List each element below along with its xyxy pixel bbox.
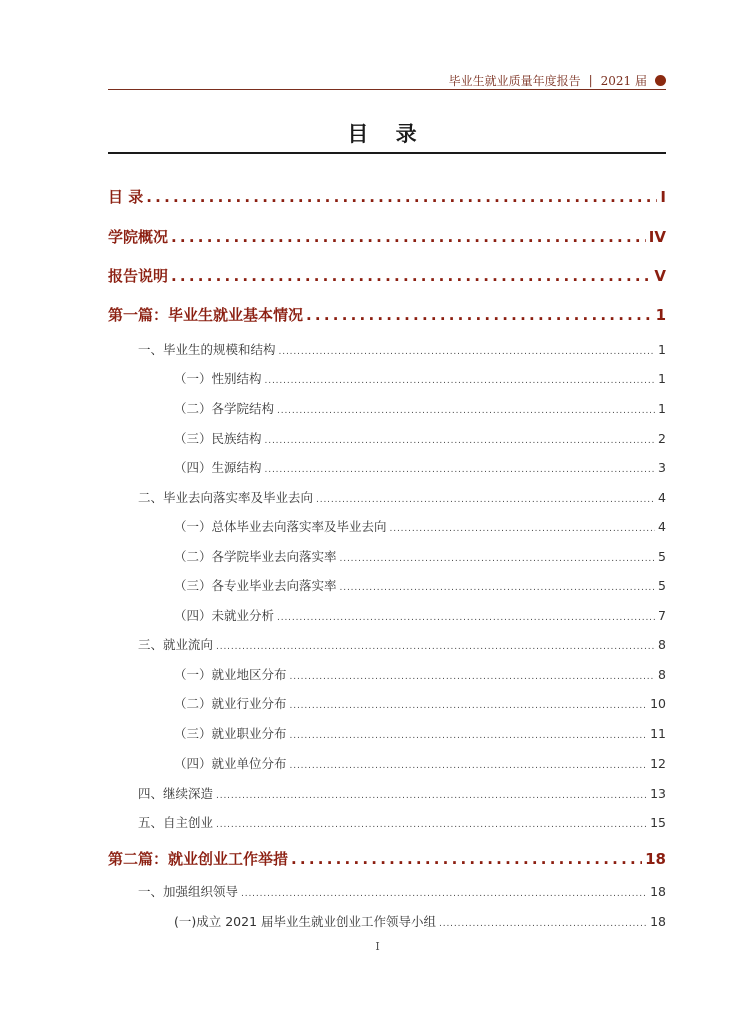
toc-entry[interactable] bbox=[108, 848, 666, 869]
toc-entry[interactable] bbox=[108, 186, 666, 207]
toc-entry-label: （一）性别结构 bbox=[174, 371, 262, 386]
toc-dot-leader bbox=[171, 267, 651, 285]
toc-entry-page: 4 bbox=[658, 519, 666, 534]
toc-entry[interactable] bbox=[138, 635, 666, 653]
toc-dot-leader bbox=[340, 554, 656, 564]
header-title: 毕业生就业质量年度报告 bbox=[448, 73, 581, 88]
toc-dot-leader bbox=[241, 889, 647, 899]
header-separator: | bbox=[588, 73, 593, 87]
toc-entry[interactable] bbox=[174, 754, 666, 772]
toc-entry[interactable] bbox=[138, 488, 666, 506]
toc-entry-page: 11 bbox=[650, 726, 666, 741]
toc-dot-leader bbox=[277, 406, 655, 416]
toc-entry[interactable] bbox=[174, 724, 666, 742]
toc-entry-label: 一、加强组织领导 bbox=[138, 884, 239, 899]
toc-entry[interactable] bbox=[138, 882, 666, 900]
toc-dot-leader bbox=[290, 761, 648, 771]
toc-entry[interactable] bbox=[174, 517, 666, 535]
toc-entry-label: （三）各专业毕业去向落实率 bbox=[174, 578, 337, 593]
toc-entry-label: 目 录 bbox=[108, 188, 144, 206]
toc-entry-label: 第二篇：就业创业工作举措 bbox=[108, 850, 289, 868]
toc-entry-page: 1 bbox=[658, 401, 666, 416]
toc-entry-page: 8 bbox=[658, 637, 666, 652]
toc-dot-leader bbox=[290, 731, 648, 741]
toc-entry[interactable] bbox=[174, 399, 666, 417]
toc-entry-page: 1 bbox=[658, 342, 666, 357]
toc-entry-label: （四）生源结构 bbox=[174, 460, 262, 475]
toc-title: 目 录 bbox=[347, 122, 427, 146]
toc-entry-page: 5 bbox=[658, 549, 666, 564]
toc-entry[interactable] bbox=[138, 784, 666, 802]
toc-dot-leader bbox=[265, 376, 656, 386]
toc-entry[interactable] bbox=[174, 665, 666, 683]
toc-dot-leader bbox=[265, 465, 656, 475]
toc-dot-leader bbox=[439, 919, 647, 929]
page-number: I bbox=[375, 940, 380, 953]
toc-entry-label: （二）各学院毕业去向落实率 bbox=[174, 549, 337, 564]
toc-entry-label: 一、毕业生的规模和结构 bbox=[138, 342, 276, 357]
toc-dot-leader bbox=[316, 495, 655, 505]
toc-entry[interactable] bbox=[174, 369, 666, 387]
toc-entry-page: V bbox=[654, 267, 666, 285]
toc-entry-page: IV bbox=[648, 228, 666, 246]
toc-dot-leader bbox=[216, 642, 655, 652]
toc-entry[interactable] bbox=[174, 576, 666, 594]
toc-entry-page: I bbox=[660, 188, 666, 206]
toc-entry-label: （四）就业单位分布 bbox=[174, 756, 287, 771]
toc-dot-leader bbox=[171, 228, 646, 246]
toc-entry-page: 10 bbox=[650, 696, 666, 711]
toc-entry-page: 18 bbox=[650, 914, 666, 929]
toc-entry-label: 第一篇：毕业生就业基本情况 bbox=[108, 306, 304, 324]
header-dot-icon bbox=[655, 75, 666, 86]
toc-entry[interactable] bbox=[174, 458, 666, 476]
toc-entry-label: 报告说明 bbox=[108, 267, 169, 285]
toc-dot-leader bbox=[390, 524, 656, 534]
toc-entry-page: 18 bbox=[650, 884, 666, 899]
toc-entry[interactable] bbox=[138, 813, 666, 831]
toc-dot-leader bbox=[290, 672, 656, 682]
toc-entry[interactable] bbox=[108, 304, 666, 325]
toc-entry-label: （三）民族结构 bbox=[174, 431, 262, 446]
toc-dot-leader bbox=[291, 850, 642, 868]
toc-entry-page: 7 bbox=[658, 608, 666, 623]
toc-entry-label: （三）就业职业分布 bbox=[174, 726, 287, 741]
toc-dot-leader bbox=[277, 613, 655, 623]
toc-entry-label: （二）各学院结构 bbox=[174, 401, 275, 416]
toc-entry-page: 3 bbox=[658, 460, 666, 475]
toc-dot-leader bbox=[265, 436, 656, 446]
toc-entry[interactable] bbox=[138, 340, 666, 358]
toc-entry-page: 15 bbox=[650, 815, 666, 830]
toc-entry-label: 三、就业流向 bbox=[138, 637, 214, 652]
toc-dot-leader bbox=[306, 306, 653, 324]
toc-dot-leader bbox=[279, 347, 656, 357]
toc-entry[interactable] bbox=[108, 226, 666, 247]
toc-entry-page: 5 bbox=[658, 578, 666, 593]
toc-entry-label: （四）未就业分析 bbox=[174, 608, 275, 623]
toc-entry-page: 18 bbox=[645, 850, 666, 868]
toc-entry-page: 2 bbox=[658, 431, 666, 446]
toc-entry[interactable] bbox=[174, 429, 666, 447]
toc-entry-page: 1 bbox=[658, 371, 666, 386]
toc-entry-label: 学院概况 bbox=[108, 228, 169, 246]
toc-entry[interactable] bbox=[174, 606, 666, 624]
toc-entry-page: 1 bbox=[655, 306, 666, 324]
toc-dot-leader bbox=[290, 701, 648, 711]
toc-dot-leader bbox=[216, 820, 647, 830]
toc-entry-label: （二）就业行业分布 bbox=[174, 696, 287, 711]
toc-entry-label: 五、自主创业 bbox=[138, 815, 214, 830]
toc-dot-leader bbox=[340, 583, 656, 593]
header-rule bbox=[108, 89, 666, 90]
toc-entry-label: （一）就业地区分布 bbox=[174, 667, 287, 682]
toc-dot-leader bbox=[146, 188, 657, 206]
title-rule bbox=[108, 152, 666, 154]
toc-entry-page: 4 bbox=[658, 490, 666, 505]
toc-entry[interactable] bbox=[174, 547, 666, 565]
toc-entry[interactable] bbox=[174, 694, 666, 712]
toc-entry-page: 13 bbox=[650, 786, 666, 801]
toc-entry-label: 四、继续深造 bbox=[138, 786, 214, 801]
header-year: 2021 届 bbox=[600, 73, 647, 88]
toc-entry[interactable] bbox=[108, 265, 666, 286]
toc-entry-label: (一)成立 2021 届毕业生就业创业工作领导小组 bbox=[174, 914, 437, 929]
toc-entry-label: 二、毕业去向落实率及毕业去向 bbox=[138, 490, 314, 505]
toc-entry-page: 8 bbox=[658, 667, 666, 682]
toc-dot-leader bbox=[216, 791, 647, 801]
toc-entry[interactable] bbox=[174, 912, 666, 930]
toc-entry-page: 12 bbox=[650, 756, 666, 771]
toc-entry-label: （一）总体毕业去向落实率及毕业去向 bbox=[174, 519, 387, 534]
running-header bbox=[108, 70, 666, 90]
